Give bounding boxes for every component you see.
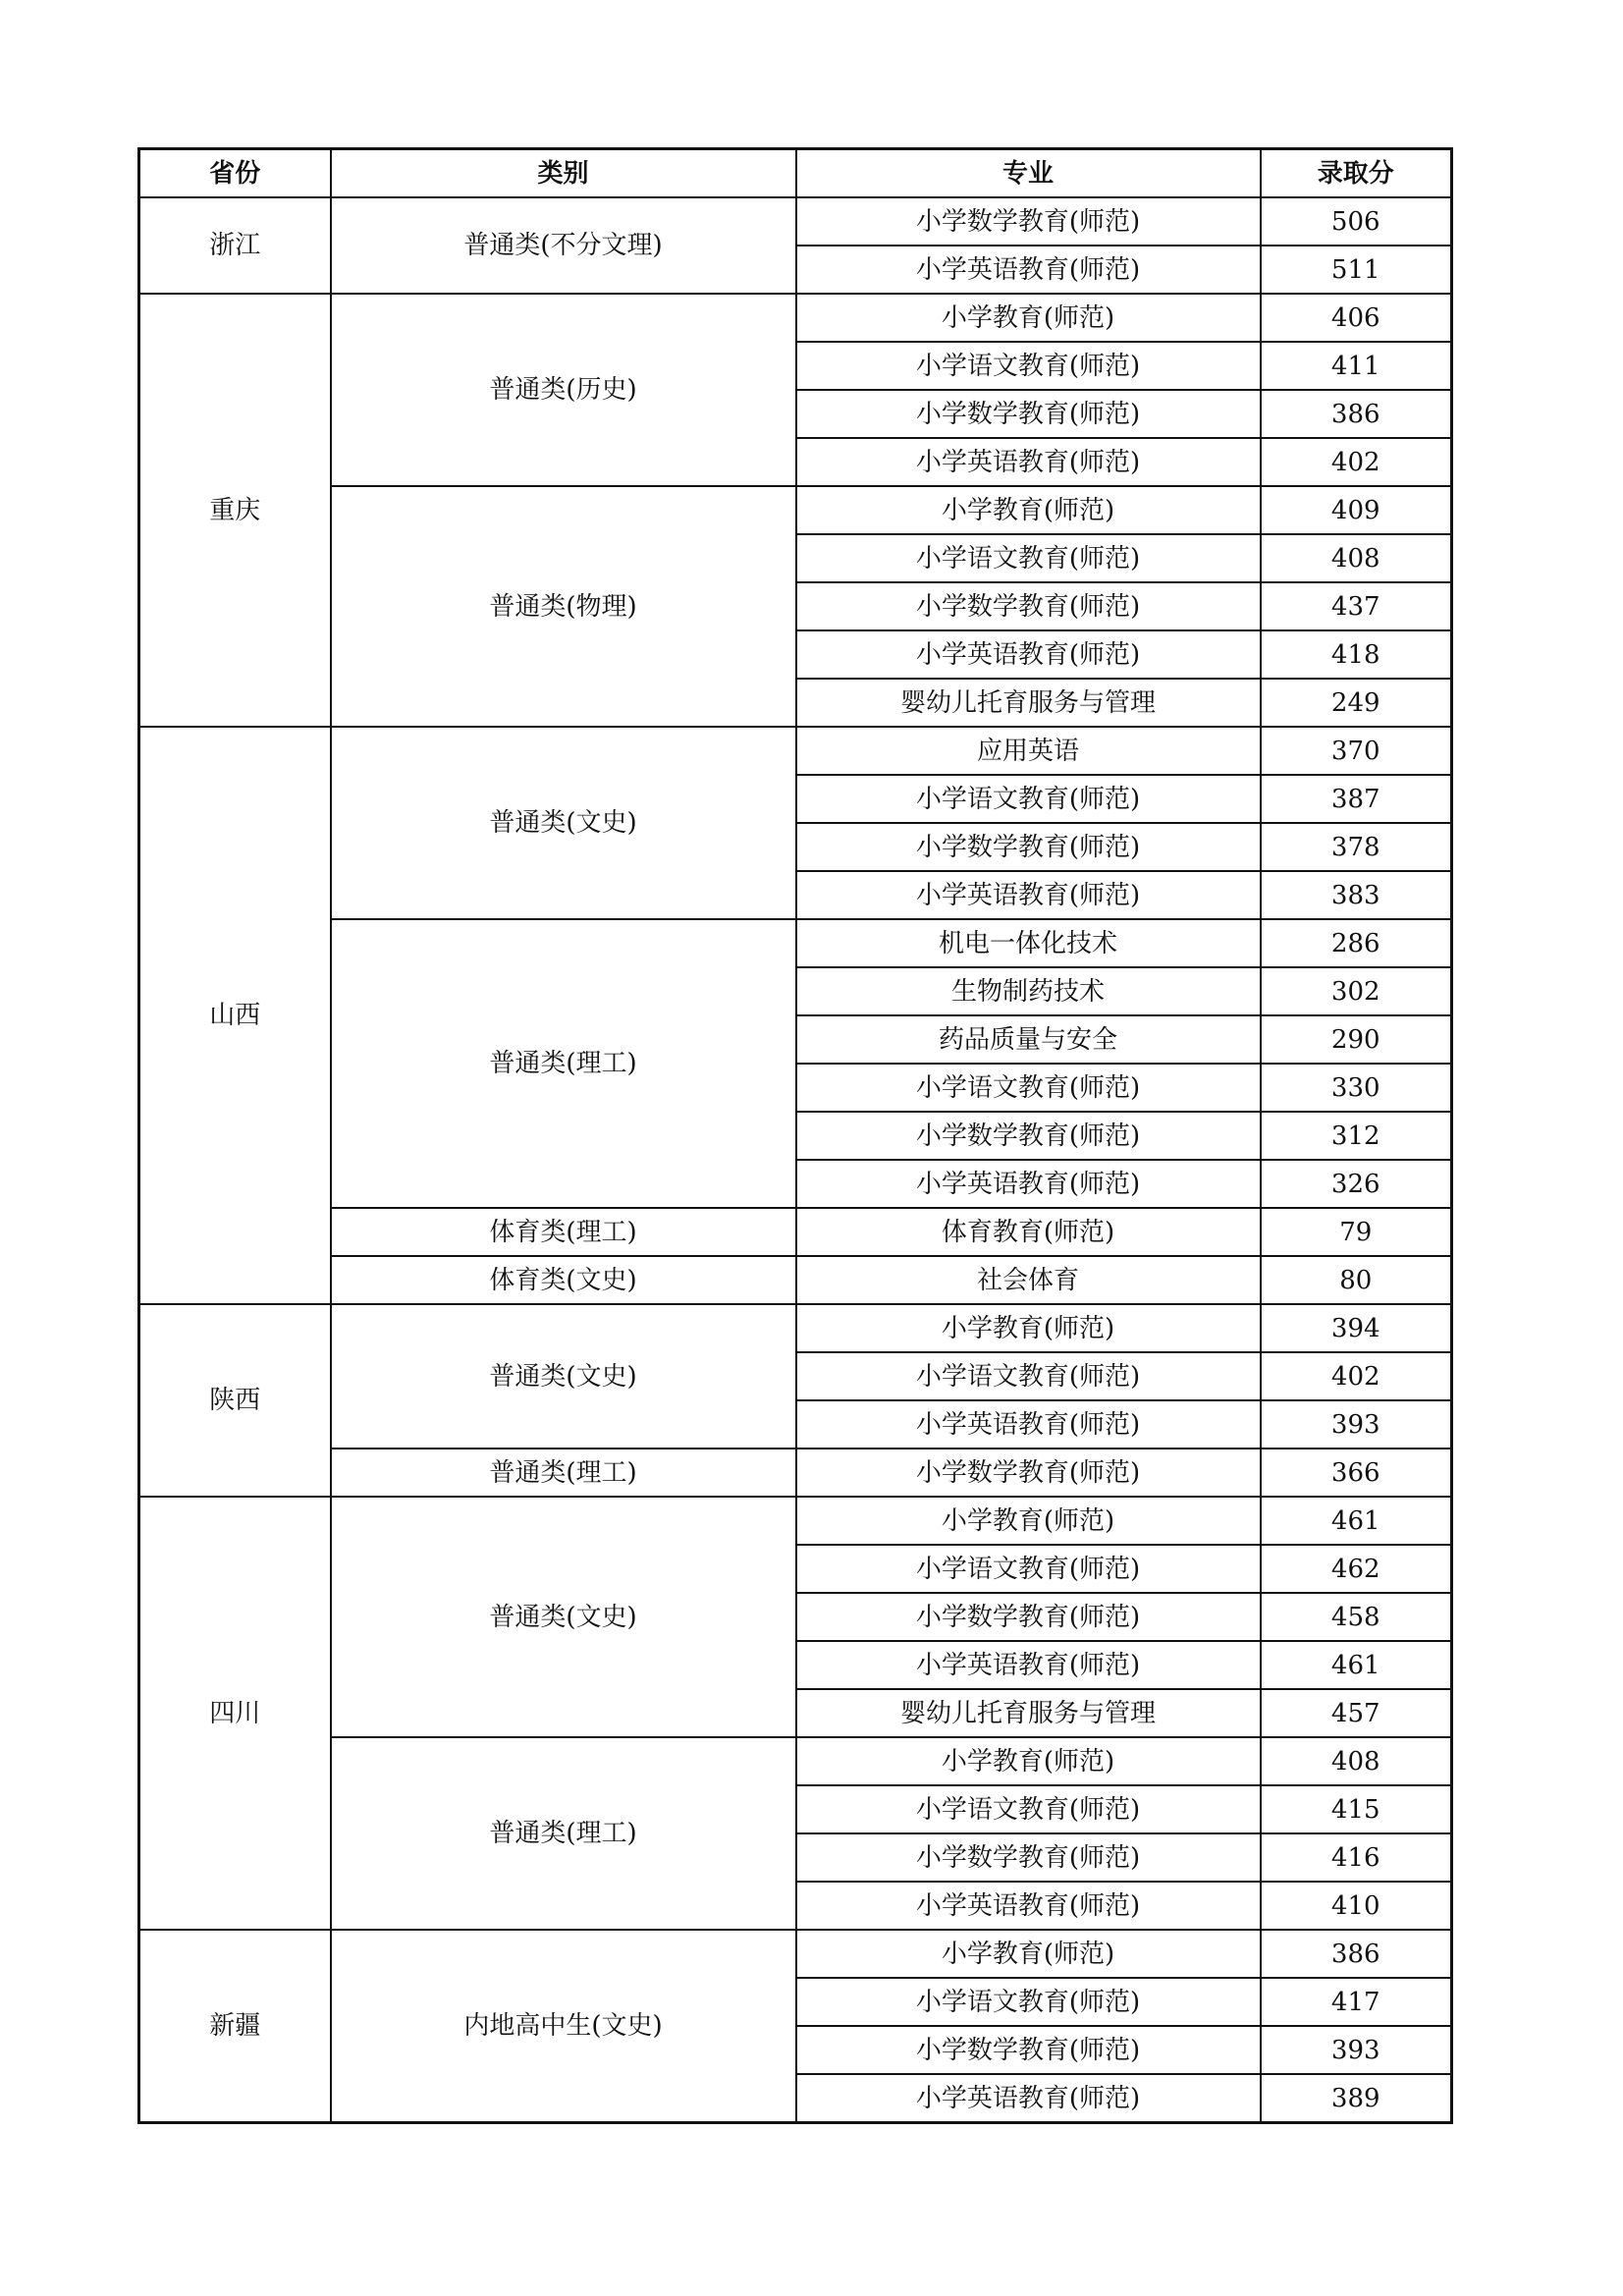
score-cell: 302 xyxy=(1261,967,1452,1015)
score-cell: 402 xyxy=(1261,438,1452,486)
province-cell: 四川 xyxy=(139,1497,331,1930)
category-cell: 普通类(理工) xyxy=(331,919,796,1208)
score-cell: 506 xyxy=(1261,197,1452,246)
major-cell: 小学教育(师范) xyxy=(796,1930,1261,1978)
major-cell: 小学数学教育(师范) xyxy=(796,823,1261,871)
province-cell: 浙江 xyxy=(139,197,331,294)
score-cell: 402 xyxy=(1261,1352,1452,1400)
header-category: 类别 xyxy=(331,149,796,198)
category-cell: 普通类(理工) xyxy=(331,1737,796,1930)
major-cell: 小学语文教育(师范) xyxy=(796,775,1261,823)
score-cell: 408 xyxy=(1261,1737,1452,1785)
province-cell: 山西 xyxy=(139,727,331,1304)
major-cell: 小学语文教育(师范) xyxy=(796,342,1261,390)
score-cell: 406 xyxy=(1261,294,1452,342)
score-cell: 383 xyxy=(1261,871,1452,919)
table-row xyxy=(139,1449,1452,1497)
major-cell: 小学数学教育(师范) xyxy=(796,1833,1261,1882)
major-cell: 社会体育 xyxy=(796,1256,1261,1304)
score-cell: 290 xyxy=(1261,1015,1452,1064)
score-cell: 286 xyxy=(1261,919,1452,967)
category-cell: 普通类(不分文理) xyxy=(331,197,796,294)
score-cell: 330 xyxy=(1261,1064,1452,1112)
score-cell: 418 xyxy=(1261,630,1452,679)
table-header-row xyxy=(139,149,1452,198)
major-cell: 婴幼儿托育服务与管理 xyxy=(796,1689,1261,1737)
table-row xyxy=(139,486,1452,534)
category-cell: 内地高中生(文史) xyxy=(331,1930,796,2123)
major-cell: 小学教育(师范) xyxy=(796,1737,1261,1785)
category-cell: 普通类(历史) xyxy=(331,294,796,486)
major-cell: 小学数学教育(师范) xyxy=(796,2026,1261,2074)
score-cell: 461 xyxy=(1261,1641,1452,1689)
major-cell: 小学语文教育(师范) xyxy=(796,1785,1261,1833)
major-cell: 小学语文教育(师范) xyxy=(796,1978,1261,2026)
major-cell: 小学语文教育(师范) xyxy=(796,1352,1261,1400)
major-cell: 小学英语教育(师范) xyxy=(796,1641,1261,1689)
score-cell: 415 xyxy=(1261,1785,1452,1833)
score-cell: 326 xyxy=(1261,1160,1452,1208)
header-province: 省份 xyxy=(139,149,331,198)
major-cell: 婴幼儿托育服务与管理 xyxy=(796,679,1261,727)
score-cell: 393 xyxy=(1261,1400,1452,1449)
score-cell: 417 xyxy=(1261,1978,1452,2026)
major-cell: 生物制药技术 xyxy=(796,967,1261,1015)
score-cell: 410 xyxy=(1261,1882,1452,1930)
score-cell: 79 xyxy=(1261,1208,1452,1256)
major-cell: 小学数学教育(师范) xyxy=(796,1449,1261,1497)
major-cell: 药品质量与安全 xyxy=(796,1015,1261,1064)
category-cell: 普通类(文史) xyxy=(331,1304,796,1449)
header-score: 录取分 xyxy=(1261,149,1452,198)
score-cell: 458 xyxy=(1261,1593,1452,1641)
score-cell: 437 xyxy=(1261,582,1452,630)
table-body xyxy=(139,197,1452,2123)
major-cell: 小学英语教育(师范) xyxy=(796,438,1261,486)
score-cell: 386 xyxy=(1261,390,1452,438)
score-cell: 461 xyxy=(1261,1497,1452,1545)
category-cell: 普通类(物理) xyxy=(331,486,796,727)
major-cell: 小学英语教育(师范) xyxy=(796,246,1261,294)
score-cell: 408 xyxy=(1261,534,1452,582)
score-cell: 411 xyxy=(1261,342,1452,390)
table-row xyxy=(139,1208,1452,1256)
table-row xyxy=(139,1256,1452,1304)
score-cell: 409 xyxy=(1261,486,1452,534)
major-cell: 小学英语教育(师范) xyxy=(796,871,1261,919)
major-cell: 小学英语教育(师范) xyxy=(796,2074,1261,2123)
header-major: 专业 xyxy=(796,149,1261,198)
table-row xyxy=(139,1497,1452,1545)
major-cell: 机电一体化技术 xyxy=(796,919,1261,967)
major-cell: 小学语文教育(师范) xyxy=(796,1064,1261,1112)
score-cell: 312 xyxy=(1261,1112,1452,1160)
province-cell: 陕西 xyxy=(139,1304,331,1497)
category-cell: 普通类(文史) xyxy=(331,1497,796,1737)
table-row xyxy=(139,727,1452,775)
table-row xyxy=(139,1304,1452,1352)
admission-score-table xyxy=(137,147,1453,2124)
score-cell: 366 xyxy=(1261,1449,1452,1497)
major-cell: 小学教育(师范) xyxy=(796,294,1261,342)
score-cell: 416 xyxy=(1261,1833,1452,1882)
table-row xyxy=(139,294,1452,342)
major-cell: 小学教育(师范) xyxy=(796,1304,1261,1352)
table-row xyxy=(139,197,1452,246)
province-cell: 重庆 xyxy=(139,294,331,727)
category-cell: 体育类(文史) xyxy=(331,1256,796,1304)
score-cell: 387 xyxy=(1261,775,1452,823)
major-cell: 小学语文教育(师范) xyxy=(796,534,1261,582)
score-cell: 386 xyxy=(1261,1930,1452,1978)
province-cell: 新疆 xyxy=(139,1930,331,2123)
major-cell: 小学英语教育(师范) xyxy=(796,1882,1261,1930)
score-cell: 389 xyxy=(1261,2074,1452,2123)
major-cell: 小学数学教育(师范) xyxy=(796,390,1261,438)
score-cell: 80 xyxy=(1261,1256,1452,1304)
major-cell: 应用英语 xyxy=(796,727,1261,775)
major-cell: 体育教育(师范) xyxy=(796,1208,1261,1256)
major-cell: 小学语文教育(师范) xyxy=(796,1545,1261,1593)
score-cell: 394 xyxy=(1261,1304,1452,1352)
major-cell: 小学数学教育(师范) xyxy=(796,197,1261,246)
score-cell: 370 xyxy=(1261,727,1452,775)
score-cell: 249 xyxy=(1261,679,1452,727)
category-cell: 普通类(文史) xyxy=(331,727,796,919)
table-row xyxy=(139,1737,1452,1785)
major-cell: 小学数学教育(师范) xyxy=(796,1112,1261,1160)
major-cell: 小学数学教育(师范) xyxy=(796,582,1261,630)
major-cell: 小学英语教育(师范) xyxy=(796,1160,1261,1208)
major-cell: 小学英语教育(师范) xyxy=(796,630,1261,679)
score-cell: 393 xyxy=(1261,2026,1452,2074)
score-cell: 457 xyxy=(1261,1689,1452,1737)
category-cell: 体育类(理工) xyxy=(331,1208,796,1256)
major-cell: 小学教育(师范) xyxy=(796,486,1261,534)
score-cell: 511 xyxy=(1261,246,1452,294)
category-cell: 普通类(理工) xyxy=(331,1449,796,1497)
score-cell: 378 xyxy=(1261,823,1452,871)
major-cell: 小学数学教育(师范) xyxy=(796,1593,1261,1641)
table-row xyxy=(139,1930,1452,1978)
score-cell: 462 xyxy=(1261,1545,1452,1593)
table-row xyxy=(139,919,1452,967)
major-cell: 小学英语教育(师范) xyxy=(796,1400,1261,1449)
major-cell: 小学教育(师范) xyxy=(796,1497,1261,1545)
